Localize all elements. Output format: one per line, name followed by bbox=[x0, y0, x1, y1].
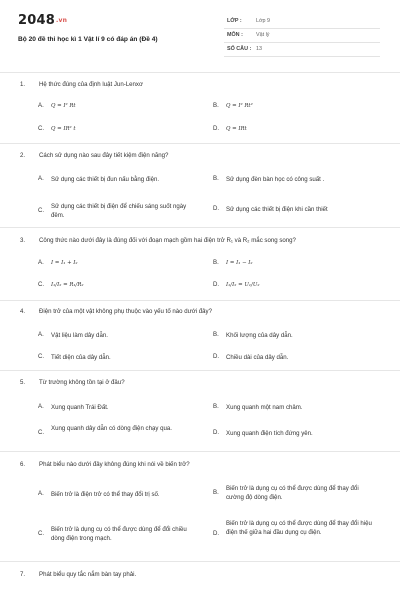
meta-row-count: SỐ CÂU : 13 bbox=[224, 42, 380, 57]
site-logo[interactable]: 2048.vn bbox=[18, 13, 68, 28]
question-divider bbox=[0, 143, 400, 144]
meta-row-subject: MÔN : Vật lý bbox=[224, 28, 380, 43]
meta-row-class: LỚP : Lớp 9 bbox=[224, 14, 380, 29]
question-divider bbox=[0, 451, 400, 452]
page-header bbox=[0, 0, 400, 72]
question-divider bbox=[0, 300, 400, 301]
question-divider bbox=[0, 370, 400, 371]
header-divider bbox=[0, 72, 400, 73]
question-divider bbox=[0, 227, 400, 228]
document-title: Bộ 20 đề thi học kì 1 Vật lí 9 có đáp án (Đề 4) bbox=[18, 36, 158, 43]
question-divider bbox=[0, 561, 400, 562]
